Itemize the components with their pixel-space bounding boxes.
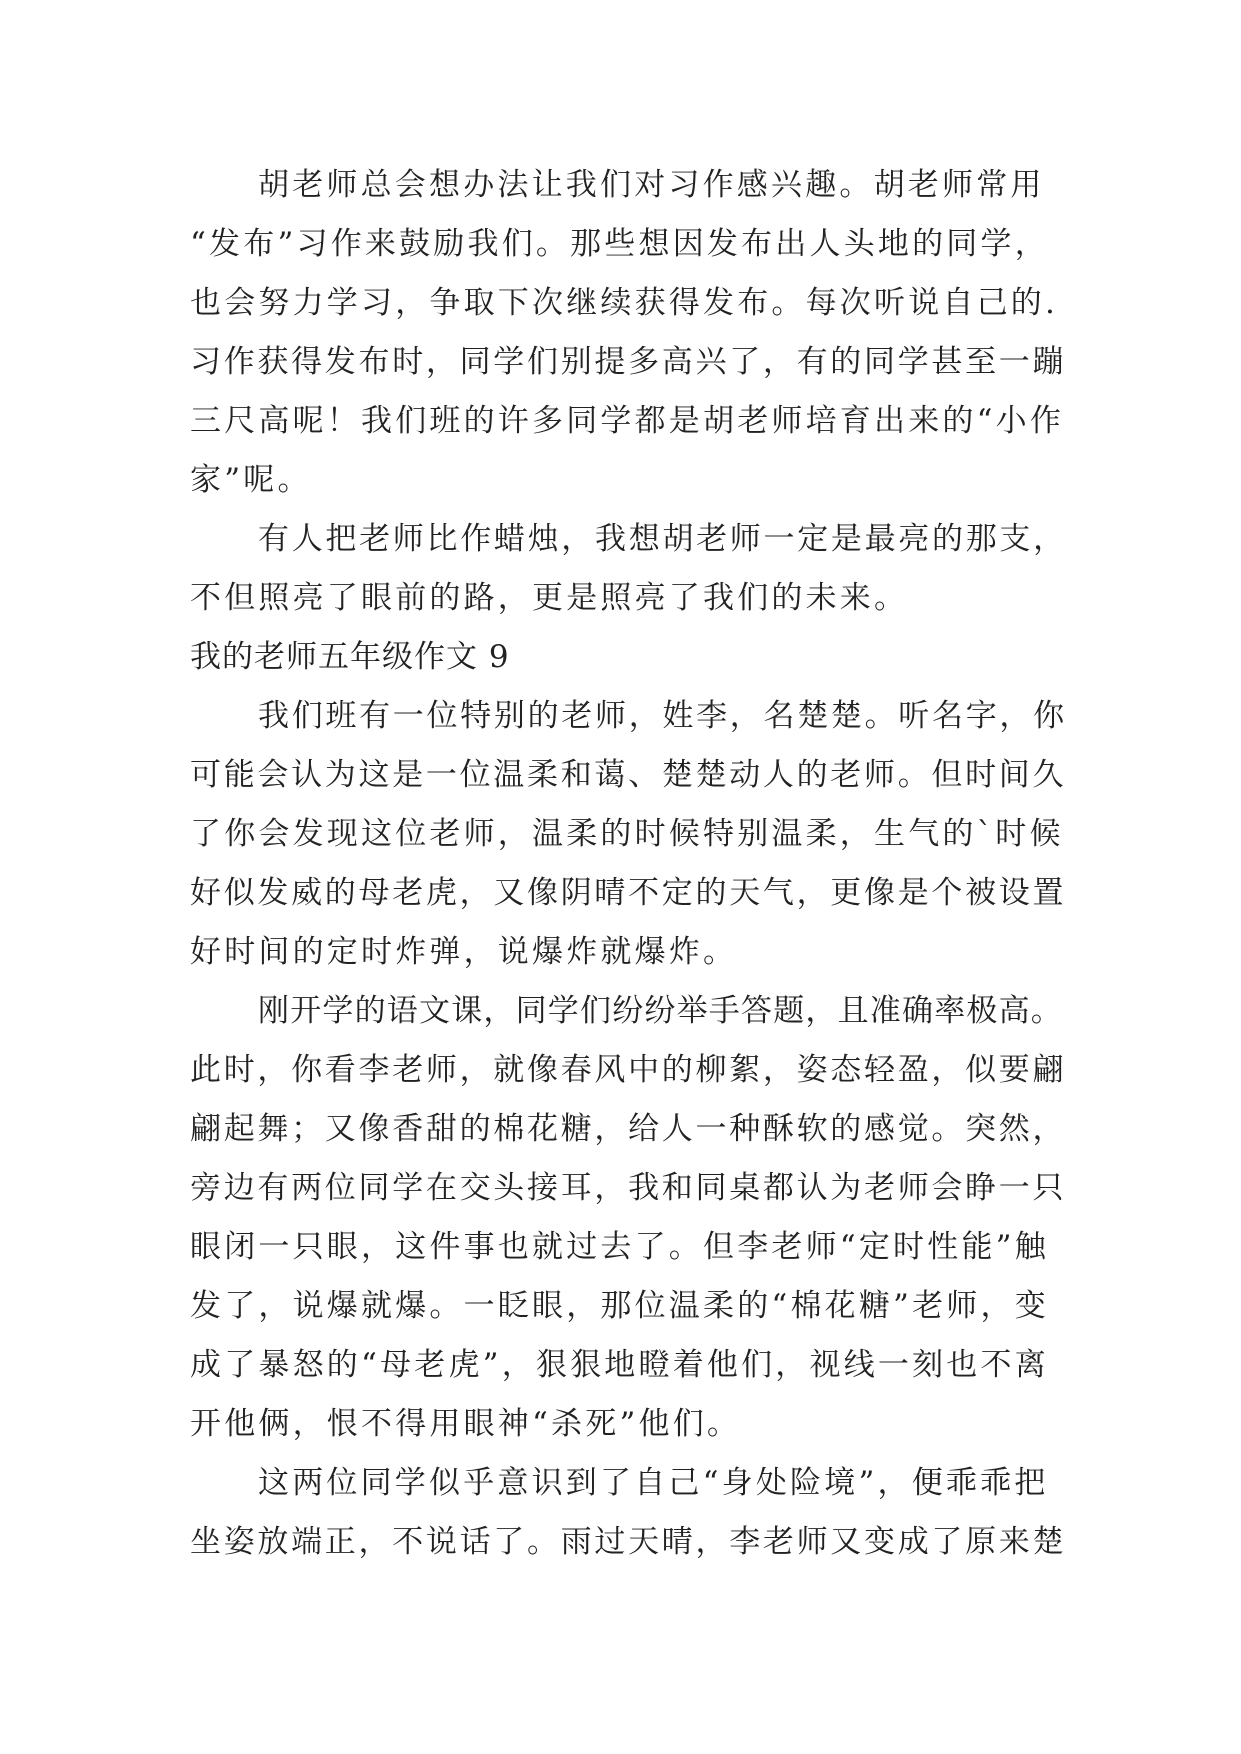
text-line: 家”呢。: [190, 462, 312, 498]
text-line: 了你会发现这位老师，温柔的时候特别温柔，生气的`时候: [190, 816, 1064, 852]
text-line: 三尺高呢！我们班的许多同学都是胡老师培育出来的“小作: [190, 403, 1065, 439]
text-line: 不但照亮了眼前的路，更是照亮了我们的未来。: [190, 580, 909, 616]
document-body: [190, 156, 1070, 1572]
text-line: 这两位同学似乎意识到了自己“身处险境”，便乖乖把: [258, 1465, 1049, 1501]
text-line: 习作获得发布时，同学们别提多高兴了，有的同学甚至一蹦: [190, 344, 1067, 380]
text-line: 开他俩，恨不得用眼神“杀死”他们。: [190, 1406, 742, 1442]
text-line: 可能会认为这是一位温柔和蔼、楚楚动人的老师。但时间久: [190, 757, 1067, 793]
text-line: 胡老师总会想办法让我们对习作感兴趣。胡老师常用: [258, 167, 1045, 203]
text-line: 也会努力学习，争取下次继续获得发布。每次听说自己的.: [190, 285, 1059, 321]
text-line: 眼闭一只眼，这件事也就过去了。但李老师“定时性能”触: [190, 1229, 1049, 1265]
text-line: 刚开学的语文课，同学们纷纷举手答题，且准确率极高。: [258, 993, 1063, 1029]
text-line: 翩起舞；又像香甜的棉花糖，给人一种酥软的感觉。突然，: [190, 1111, 1067, 1147]
text-line: 我们班有一位特别的老师，姓李，名楚楚。听名字，你: [258, 698, 1067, 734]
text-line: 有人把老师比作蜡烛，我想胡老师一定是最亮的那支，: [258, 521, 1067, 557]
section-heading: 我的老师五年级作文 9: [190, 639, 510, 675]
text-line: 成了暴怒的“母老虎”，狠狠地瞪着他们，视线一刻也不离: [190, 1347, 1049, 1383]
text-line: “发布”习作来鼓励我们。那些想因发布出人头地的同学，: [190, 226, 1049, 262]
text-line: 发了，说爆就爆。一眨眼，那位温柔的“棉花糖”老师，变: [190, 1288, 1049, 1324]
text-line: 好似发威的母老虎，又像阴晴不定的天气，更像是个被设置: [190, 875, 1067, 911]
text-line: 好时间的定时炸弹，说爆炸就爆炸。: [190, 934, 738, 970]
text-line: 旁边有两位同学在交头接耳，我和同桌都认为老师会睁一只: [190, 1170, 1067, 1206]
text-line: 此时，你看李老师，就像春风中的柳絮，姿态轻盈，似要翩: [190, 1052, 1067, 1088]
text-line: 坐姿放端正，不说话了。雨过天晴，李老师又变成了原来楚: [190, 1524, 1067, 1560]
